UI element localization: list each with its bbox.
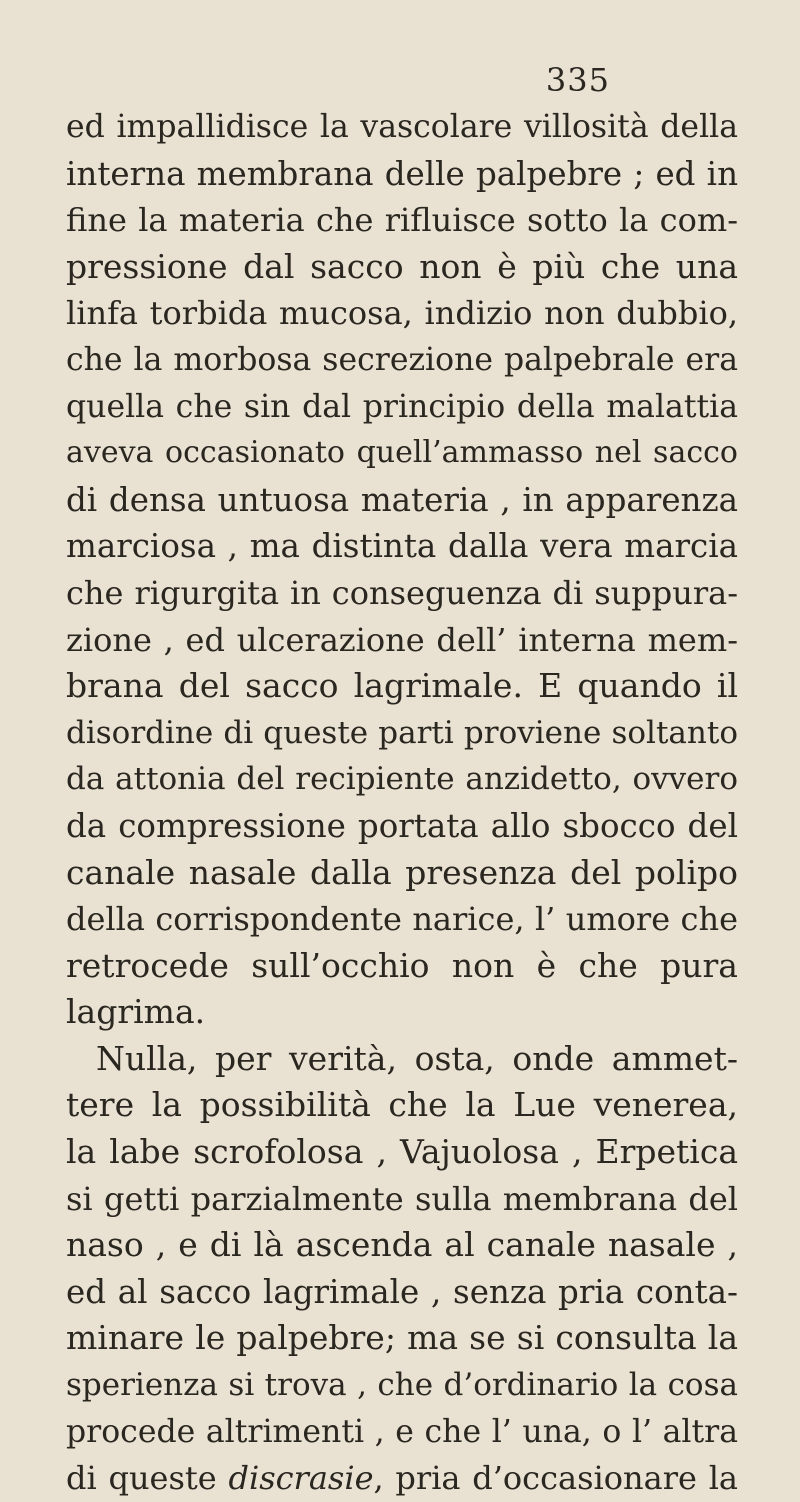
text-line: da attonia del recipiente anzidetto, ovvero (66, 761, 738, 798)
text-line: naso , e di là ascenda al canale nasale , (66, 1225, 738, 1265)
text-line: brana del sacco lagrimale. E quando il (66, 666, 738, 706)
text-line: procede altrimenti , e che l’ una, o l’ altra (66, 1413, 738, 1450)
text-line: interna membrana delle palpebre ; ed in (66, 154, 738, 193)
text-line: canale nasale dalla presenza del polipo (66, 852, 738, 892)
text-line: della corrispondente narice, l’ umore che (66, 900, 738, 939)
paragraph-start-line: Nulla, per verità, osta, onde ammet- (96, 1038, 738, 1078)
text-line: zione , ed ulcerazione dell’ interna mem- (66, 620, 738, 659)
text-line: quella che sin dal principio della malattia (66, 388, 738, 425)
text-line: tere la possibilità che la Lue venerea, (66, 1085, 738, 1125)
text-line: la labe scrofolosa , Vajuolosa , Erpetica (66, 1132, 738, 1172)
text-line: pressione dal sacco non è più che una (66, 246, 738, 286)
text-segment: di queste (66, 1459, 229, 1498)
text-line: minare le palpebre; ma se si consulta la (66, 1318, 738, 1358)
text-line: disordine di queste parti proviene soltanto (66, 714, 738, 751)
text-line: sperienza si trova , che d’ordinario la cosa (66, 1367, 738, 1404)
paragraph-end-line: lagrima. (66, 992, 206, 1032)
text-line: ed al sacco lagrimale , senza pria conta- (66, 1272, 738, 1311)
text-segment: , pria d’occasionare la (373, 1459, 738, 1498)
text-line: linfa torbida mucosa, indizio non dubbio, (66, 294, 738, 333)
text-line: che rigurgita in conseguenza di suppura- (66, 573, 738, 612)
italic-term: discrasie (228, 1459, 374, 1498)
text-line: fine la materia che rifluisce sotto la com- (66, 201, 738, 240)
text-line: marciosa , ma distinta dalla vera marcia (66, 527, 738, 566)
text-line: ed impallidisce la vascolare villosità della (66, 109, 738, 145)
body-text (66, 104, 738, 1502)
text-line: che la morbosa secrezione palpebrale era (66, 341, 738, 378)
page-number: 335 (545, 61, 610, 99)
text-line: aveva occasionato quell’ammasso nel sacco (66, 435, 738, 471)
text-line-mixed (66, 1455, 738, 1502)
text-line: di densa untuosa materia , in apparenza (66, 480, 738, 519)
text-line: si getti parzialmente sulla membrana del (66, 1179, 738, 1218)
text-line: retrocede sull’occhio non è che pura (66, 945, 738, 985)
text-line: da compressione portata allo sbocco del (66, 806, 738, 845)
